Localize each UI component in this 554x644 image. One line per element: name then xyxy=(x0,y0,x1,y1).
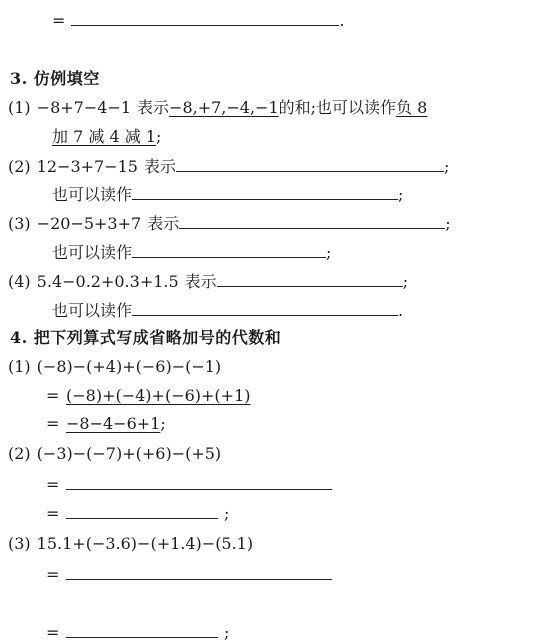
expression: 12−3+7−15 xyxy=(36,157,138,176)
expression: −8+7−4−1 xyxy=(36,98,132,117)
filled-answer-reading-part2: 加 7 减 4 减 1 xyxy=(52,127,156,146)
text-read-as: 也可以读作 xyxy=(52,243,133,262)
s3-item4-line1 xyxy=(8,269,408,291)
item-number: (4) xyxy=(8,272,31,291)
equals-sign: = xyxy=(46,623,60,642)
text-sum-read-as: 的和;也可以读作 xyxy=(278,98,397,117)
item-number: (3) xyxy=(8,214,31,233)
s3-item1-line1 xyxy=(8,97,427,119)
filled-answer-terms: −8,+7,−4,−1 xyxy=(169,98,279,117)
s3-item2-line2 xyxy=(52,182,403,204)
text-represents: 表示 xyxy=(184,272,217,291)
filled-answer-reading-part1: 负 8 xyxy=(396,98,428,117)
answer-blank[interactable] xyxy=(66,472,332,490)
expression: (−8)−(+4)+(−6)−(−1) xyxy=(36,357,222,376)
semicolon: ; xyxy=(445,214,451,233)
s3-item3-line2 xyxy=(52,240,331,262)
s4-item3-step2-line xyxy=(46,620,229,642)
equals-sign: = xyxy=(46,475,60,494)
s4-item3-step1-line xyxy=(46,562,332,584)
answer-blank[interactable] xyxy=(179,211,445,229)
item-number: (1) xyxy=(8,98,31,117)
semicolon: ; xyxy=(224,623,230,642)
semicolon: ; xyxy=(224,504,230,523)
equals-sign: = xyxy=(52,11,66,30)
semicolon: ; xyxy=(398,185,404,204)
text-read-as: 也可以读作 xyxy=(52,185,133,204)
s4-item1-step2-line xyxy=(46,413,166,435)
answer-blank[interactable] xyxy=(132,182,398,200)
answer-blank[interactable] xyxy=(71,8,339,26)
item-number: (2) xyxy=(8,157,31,176)
semicolon: ; xyxy=(402,272,409,291)
filled-step1: (−8)+(−4)+(−6)+(+1) xyxy=(66,386,251,405)
expression: 15.1+(−3.6)−(+1.4)−(5.1) xyxy=(36,534,254,553)
item-number: (1) xyxy=(8,357,31,376)
answer-blank[interactable] xyxy=(132,298,398,316)
s4-item2-step1-line xyxy=(46,472,332,494)
equals-sign: = xyxy=(46,565,60,584)
expression: (−3)−(−7)+(+6)−(+5) xyxy=(36,444,222,463)
s4-item1-step1-line xyxy=(46,385,251,407)
text-represents: 表示 xyxy=(143,157,176,176)
s3-item4-line2 xyxy=(52,298,403,320)
s3-item1-line2 xyxy=(52,126,161,148)
answer-blank[interactable] xyxy=(66,562,332,580)
period: . xyxy=(398,301,404,320)
item-number: (2) xyxy=(8,444,31,463)
answer-blank[interactable] xyxy=(132,240,326,258)
equals-sign: = xyxy=(46,414,60,433)
s4-item2-step2-line xyxy=(46,501,229,523)
expression: −20−5+3+7 xyxy=(36,214,142,233)
text-represents: 表示 xyxy=(147,214,180,233)
equals-sign: = xyxy=(46,386,60,405)
s4-item3-expr-line xyxy=(8,533,253,555)
s3-item3-line1 xyxy=(8,211,451,233)
answer-blank[interactable] xyxy=(217,269,403,287)
answer-blank[interactable] xyxy=(176,154,444,172)
top-answer-line xyxy=(52,8,345,30)
s3-item2-line1 xyxy=(8,154,449,176)
semicolon: ; xyxy=(155,127,162,146)
section-3-title: 3. 仿例填空 xyxy=(10,69,100,88)
semicolon: ; xyxy=(326,243,332,262)
semicolon: ; xyxy=(160,414,166,433)
filled-step2: −8−4−6+1 xyxy=(66,414,161,433)
text-represents: 表示 xyxy=(137,98,170,117)
period: . xyxy=(339,11,345,30)
answer-blank[interactable] xyxy=(66,620,218,638)
answer-blank[interactable] xyxy=(66,501,218,519)
expression: 5.4−0.2+0.3+1.5 xyxy=(36,272,179,291)
equals-sign: = xyxy=(46,504,60,523)
text-read-as: 也可以读作 xyxy=(52,301,133,320)
semicolon: ; xyxy=(443,157,450,176)
item-number: (3) xyxy=(8,534,31,553)
s4-item2-expr-line xyxy=(8,443,221,465)
s4-item1-expr-line xyxy=(8,356,221,378)
section-4-title: 4. 把下列算式写成省略加号的代数和 xyxy=(10,328,282,347)
